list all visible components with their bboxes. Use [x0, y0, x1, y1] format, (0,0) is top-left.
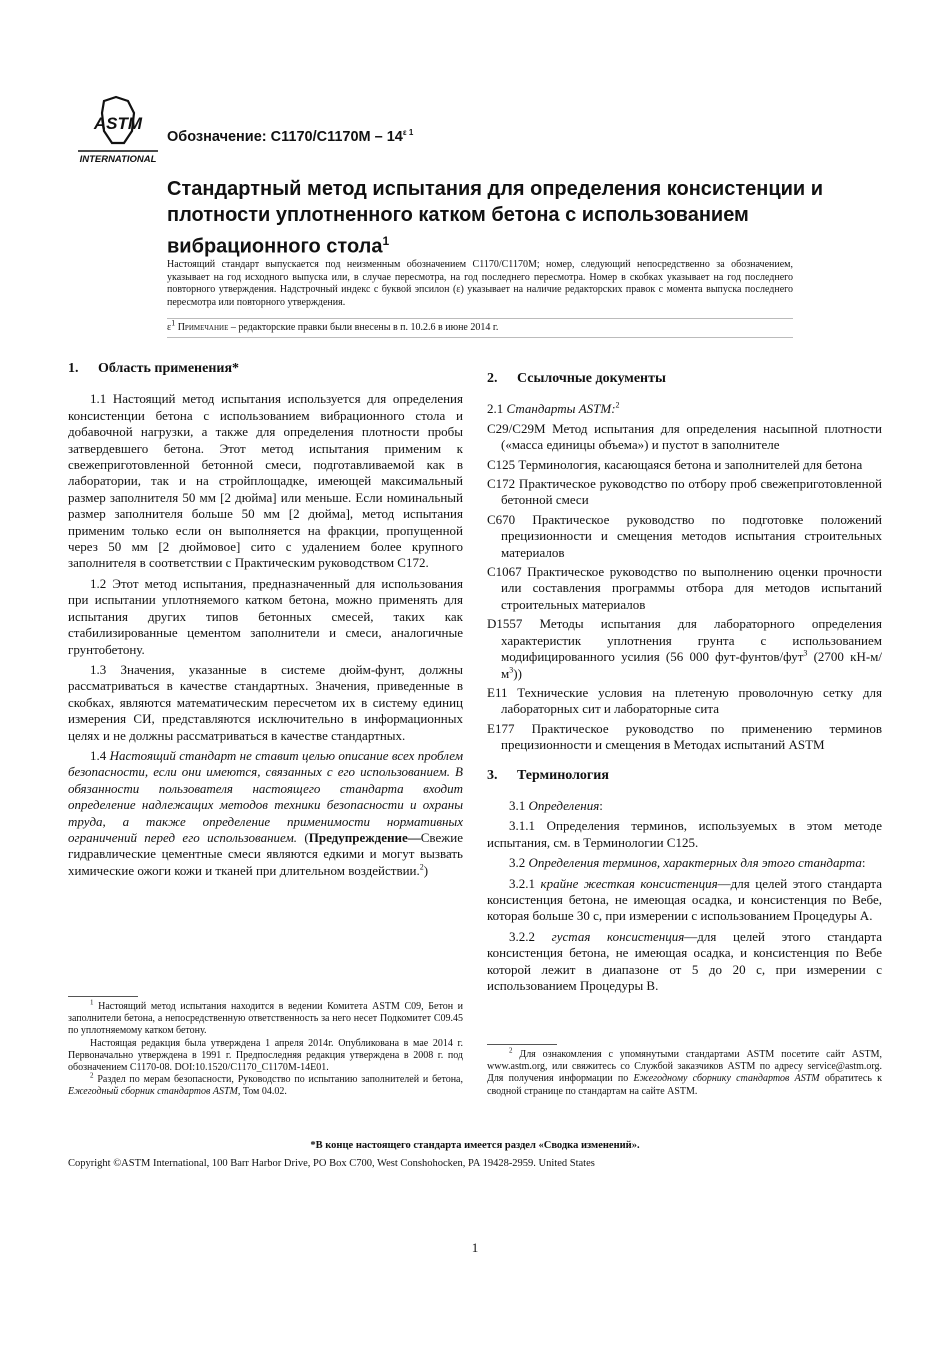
divider — [167, 337, 793, 338]
paragraph-number: 3.1 — [509, 797, 529, 813]
paragraph — [487, 876, 882, 925]
footnote — [68, 1071, 463, 1098]
reference-list — [487, 685, 882, 754]
section-heading — [487, 768, 882, 784]
footnote-text: обратитесь к сводной странице по стандартам на сайте ASTM. — [487, 1073, 883, 1097]
subsection-number: 2.1 — [487, 401, 507, 417]
section-heading — [487, 371, 882, 387]
definition: —для целей этого стандарта консистенция бетона, не имеющая осадка, и консистенция по Вебе, которая больше 30 с, при измерении с использованием Процедуры A. — [487, 875, 883, 924]
page-number: 1 — [471, 1240, 479, 1255]
footnote — [487, 1046, 883, 1098]
standard-note: Настоящий стандарт выпускается под неизменным обозначением C1170/C1170M; номер, следующий непосредственно за обозначением, указывает на год исходного выпуска или, в случае пересмотра, на год последнего пересмотра. Номер в скобках указывает на год последнего повторного утверждения. Надстрочный индекс с буквой эпсилон (ε) указывает на наличие редакторских правок с момента выпуска последнего пересмотра или повторного утверждения. — [167, 259, 793, 308]
logo-subtext: INTERNATIONAL — [79, 154, 157, 165]
footnote-text: , Том 04.02. — [237, 1086, 287, 1098]
reference-list — [487, 421, 882, 613]
footnote-divider — [68, 996, 138, 997]
paren: ( — [297, 829, 309, 845]
reference-item[interactable]: C125 Терминология, касающаяся бетона и заполнителей для бетона — [487, 456, 863, 472]
section-heading — [68, 361, 463, 377]
paragraph: 1.1 Настоящий метод испытания используется для определения консистенции бетона с использованием вибрационного стола и добавочной нагрузки, а также для определения плотности пробы затвердевшего бетона. Этот метод испытания применим к свежеприготовленной бетонной смеси, подготавливаемой как в лаборатории, так и на стройплощадке, имеющей максимальный размер заполнителя 50 мм [2 дюйма] или меньше. Если номинальный размер заполнителя больше 50 мм [2 дюйма], метод испытания применим только если он выполняется на фракции, пропущенной через 50 мм [2 дюймовое] сито с удалением более крупного заполнителя в соответствии с Практическим руководством C172. — [68, 391, 463, 571]
paragraph: 1.2 Этот метод испытания, предназначенный для использования при испытании уплотняемого катком бетона, можно применять для испытания других типов бетонных смесей, таких как стабилизированные цементом заполнители и смеси, аналогичные грунтобетону. — [68, 575, 463, 657]
astm-logo — [76, 95, 160, 167]
title-text: Стандартный метод испытания для определения консистенции и плотности уплотненного катком бетона с использованием вибрационного стола — [167, 178, 824, 258]
footnote-number: 2 — [90, 1071, 94, 1080]
logo-text: ASTM — [93, 114, 143, 133]
designation — [167, 128, 413, 145]
section-number: 2. — [487, 371, 498, 386]
paragraph-number: 3.2.2 — [509, 928, 552, 944]
editorial-note — [167, 318, 499, 333]
paragraph-title: Определения терминов, характерных для этого стандарта — [528, 855, 862, 871]
warning-text: Свежие гидравлические цементные смеси являются едкими и могут вызвать химические ожоги кожи и тканей при длительном воздействии. — [68, 829, 463, 878]
reference-item[interactable]: E177 Практическое руководство по применению терминов прецизионности и смещения в Методах испытаний ASTM — [487, 720, 882, 753]
footnotes-left — [68, 996, 463, 1099]
paragraph — [487, 798, 882, 814]
epsilon-symbol: ε — [167, 322, 172, 333]
reference-item[interactable]: E11 Технические условия на плетеную проволочную сетку для лабораторных сит и лабораторные сита — [487, 684, 882, 717]
reference-text: (2700 кН-м/м — [501, 649, 882, 681]
warning-label: Предупреждение— — [308, 829, 421, 845]
footnote-ref[interactable]: 2 — [615, 401, 620, 411]
safety-statement: Настоящий стандарт не ставит целью описание всех проблем безопасности, если они имеются, связанных с его использованием. В обязанности пользователя настоящего стандарта входит определение надлежащих методов техники безопасности и охраны труда, а также определение применимости нормативных ограничений перед его использованием. — [68, 747, 463, 845]
footnote-text: Настоящий метод испытания находится в ведении Комитета ASTM C09, Бетон и заполнители бетона, а непосредственную ответственность за него несет Подкомитет C09.45 по уплотняемому катком бетону. — [68, 1001, 463, 1037]
footnotes-right — [487, 1044, 882, 1098]
reference-item[interactable]: C172 Практическое руководство по отбору проб свежеприготовленной бетонной смеси — [487, 476, 882, 508]
right-column — [487, 371, 882, 998]
reference-text: D1557 Методы испытания для лабораторного определения характеристик уплотнения грунта с использованием модифицированного усилия (56 000 фут-фунтов/фут — [487, 616, 882, 665]
superscript: 3 — [803, 648, 808, 658]
document-title — [167, 176, 827, 260]
footnote-italic: Ежегодному сборнику стандартов ASTM — [633, 1073, 820, 1085]
subsection — [487, 401, 882, 417]
paragraph-number: 3.2.1 — [509, 875, 541, 891]
designation-sup: ε 1 — [402, 128, 414, 137]
left-column — [68, 361, 463, 883]
footnote: Настоящая редакция была утверждена 1 апреля 2014г. Опубликована в мае 2014 г. Первоначально утверждена в 1991 г. Предпоследняя редакция утверждена в 2008 г. под обозначением C1170-08. DOI:10.1520/C1170_C1170M-14E01. — [68, 1037, 463, 1074]
reference-item[interactable] — [487, 616, 882, 682]
reference-item[interactable]: C29/C29M Метод испытания для определения насыпной плотности («масса единицы объема») и пустот в заполнителе — [487, 420, 882, 453]
reference-item[interactable]: C1067 Практическое руководство по выполнению оценки прочности или составления программы отбора для методов испытаний строительных материалов — [487, 564, 882, 612]
editorial-label: Примечание — [177, 322, 229, 333]
definition: —для целей этого стандарта консистенция бетона, не имеющая осадка, и консистенция по Вебе которой лежит в диапазоне от 5 до 20 с, при измерении с использованием Процедуры B. — [487, 928, 882, 993]
reference-item[interactable]: C670 Практическое руководство по подготовке положений прецизионности и смещения методов испытания строительных материалов — [487, 511, 882, 560]
footnote-text: Для ознакомления с упомянутыми стандартами ASTM посетите сайт ASTM, www.astm.org, или свяжитесь со Службой заказчиков ASTM по адресу service@astm.org. Для получения информации по — [487, 1049, 882, 1085]
paren: ) — [423, 862, 429, 878]
paragraph-title: Определения — [528, 797, 600, 813]
paragraph: 1.3 Значения, указанные в системе дюйм-фунт, должны рассматриваться в качестве стандартных. Значения, приведенные в скобках, являются математическим пересчетом их в систему единиц измерения СИ, представляются исключительно в информационных целях и не должны рассматриваться в качестве стандартных. — [68, 661, 463, 743]
paragraph — [487, 855, 882, 871]
editorial-text: – редакторские правки были внесены в п. 10.2.6 в июне 2014 г. — [228, 322, 499, 333]
designation-text: Обозначение: C1170/C1170M – 14 — [167, 128, 403, 145]
footnote-text: Раздел по мерам безопасности, Руководство по испытанию заполнителей и бетона, — [93, 1074, 463, 1086]
paragraph — [68, 748, 463, 879]
reference-text: )) — [513, 665, 522, 681]
punct: : — [599, 797, 603, 813]
footnote — [68, 998, 463, 1038]
section-title: Ссылочные документы — [517, 371, 666, 386]
term: густая консистенция — [551, 928, 685, 944]
paragraph — [487, 929, 882, 995]
copyright: Copyright ©ASTM International, 100 Barr Harbor Drive, PO Box C700, West Conshohocken, PA 19428-2959. United States — [68, 1158, 595, 1169]
summary-note: *В конце настоящего стандарта имеется раздел «Сводка изменений». — [310, 1140, 640, 1151]
paragraph-number: 1.4 — [90, 747, 110, 763]
subsection-title: Стандарты ASTM: — [506, 401, 616, 417]
divider — [167, 318, 793, 319]
footnote-ref[interactable]: 2 — [419, 862, 424, 872]
section-number: 1. — [68, 361, 79, 376]
punct: : — [861, 855, 866, 871]
section-title: Область применения* — [98, 361, 240, 376]
footnote-number: 2 — [509, 1046, 513, 1055]
footnote-divider — [487, 1044, 557, 1045]
footnote-italic: Ежегодный сборник стандартов ASTM — [68, 1086, 238, 1098]
title-sup: 1 — [382, 234, 390, 248]
paragraph-number: 3.2 — [509, 855, 529, 871]
superscript: 3 — [509, 665, 514, 675]
editorial-sup: 1 — [171, 318, 176, 328]
term: крайне жесткая консистенция — [540, 875, 718, 891]
section-title: Терминология — [517, 767, 609, 783]
section-number: 3. — [487, 767, 498, 783]
paragraph: 3.1.1 Определения терминов, используемых в этом методе испытания, см. в Терминологии C125. — [487, 818, 882, 850]
footnote-number: 1 — [90, 998, 94, 1007]
